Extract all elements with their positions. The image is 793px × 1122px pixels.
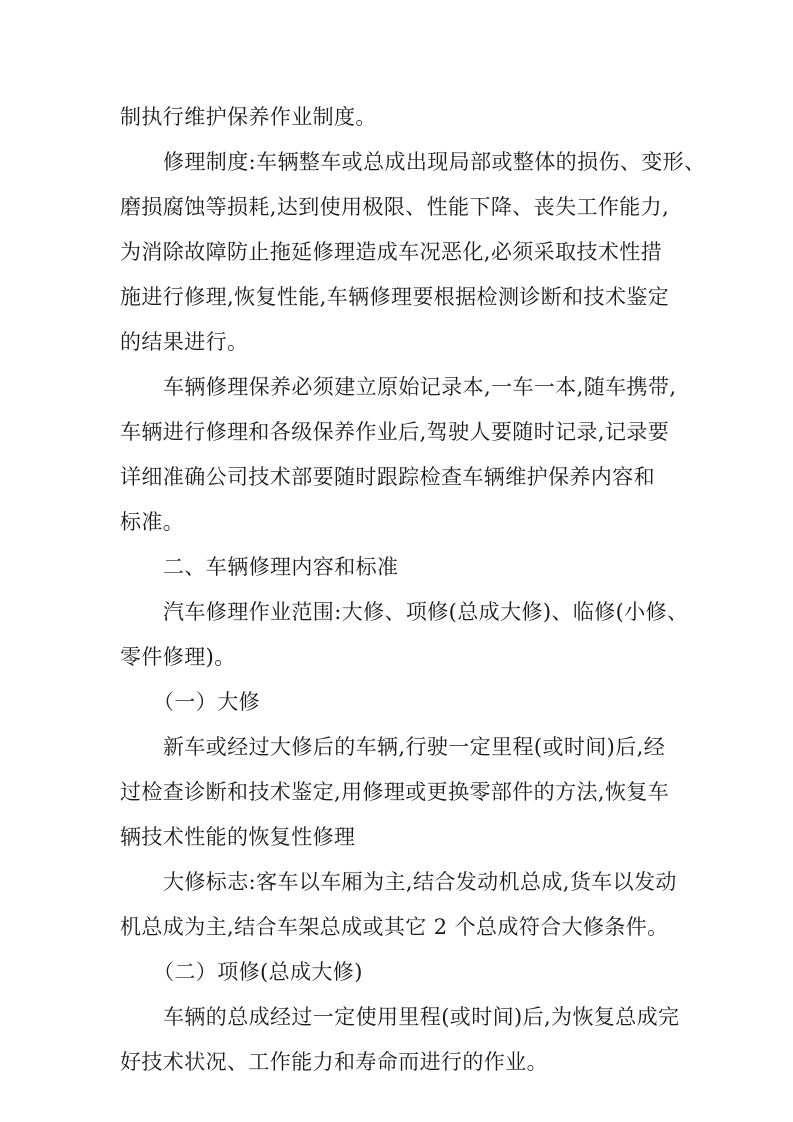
section-heading-2: 二、车辆修理内容和标准 xyxy=(163,555,399,579)
text-line-17: 辆技术性能的恢复性修理 xyxy=(120,825,356,849)
text-line-21: 车辆的总成经过一定使用里程(或时间)后,为恢复总成完 xyxy=(163,1005,680,1029)
subsection-heading-2: （二）项修(总成大修) xyxy=(153,960,363,984)
text-line-3: 磨损腐蚀等损耗,达到使用极限、性能下降、丧失工作能力, xyxy=(120,195,670,219)
text-line-18: 大修标志:客车以车厢为主,结合发动机总成,货车以发动 xyxy=(163,870,677,894)
subsection-heading-1: （一）大修 xyxy=(153,690,260,714)
text-line-2: 修理制度:车辆整车或总成出现局部或整体的损伤、变形、 xyxy=(163,150,706,174)
text-line-5: 施进行修理,恢复性能,车辆修理要根据检测诊断和技术鉴定 xyxy=(120,285,670,309)
text-line-8: 车辆进行修理和各级保养作业后,驾驶人要随时记录,记录要 xyxy=(120,420,670,444)
text-line-10: 标准。 xyxy=(120,510,185,534)
text-line-22: 好技术状况、工作能力和寿命而进行的作业。 xyxy=(120,1050,548,1074)
text-line-7: 车辆修理保养必须建立原始记录本,一车一本,随车携带, xyxy=(163,375,677,399)
text-line-13: 零件修理)。 xyxy=(120,645,236,669)
text-line-12: 汽车修理作业范围:大修、项修(总成大修)、临修(小修、 xyxy=(163,600,689,624)
text-line-15: 新车或经过大修后的车辆,行驶一定里程(或时间)后,经 xyxy=(163,735,666,759)
text-line-6: 的结果进行。 xyxy=(120,330,249,354)
text-line-4: 为消除故障防止拖延修理造成车况恶化,必须采取技术性措 xyxy=(120,240,663,264)
text-line-19: 机总成为主,结合车架总成或其它 2 个总成符合大修条件。 xyxy=(120,915,669,939)
text-line-1: 制执行维护保养作业制度。 xyxy=(120,105,377,129)
text-line-16: 过检查诊断和技术鉴定,用修理或更换零部件的方法,恢复车 xyxy=(120,780,670,804)
text-line-9: 详细准确公司技术部要随时跟踪检查车辆维护保养内容和 xyxy=(120,465,655,489)
